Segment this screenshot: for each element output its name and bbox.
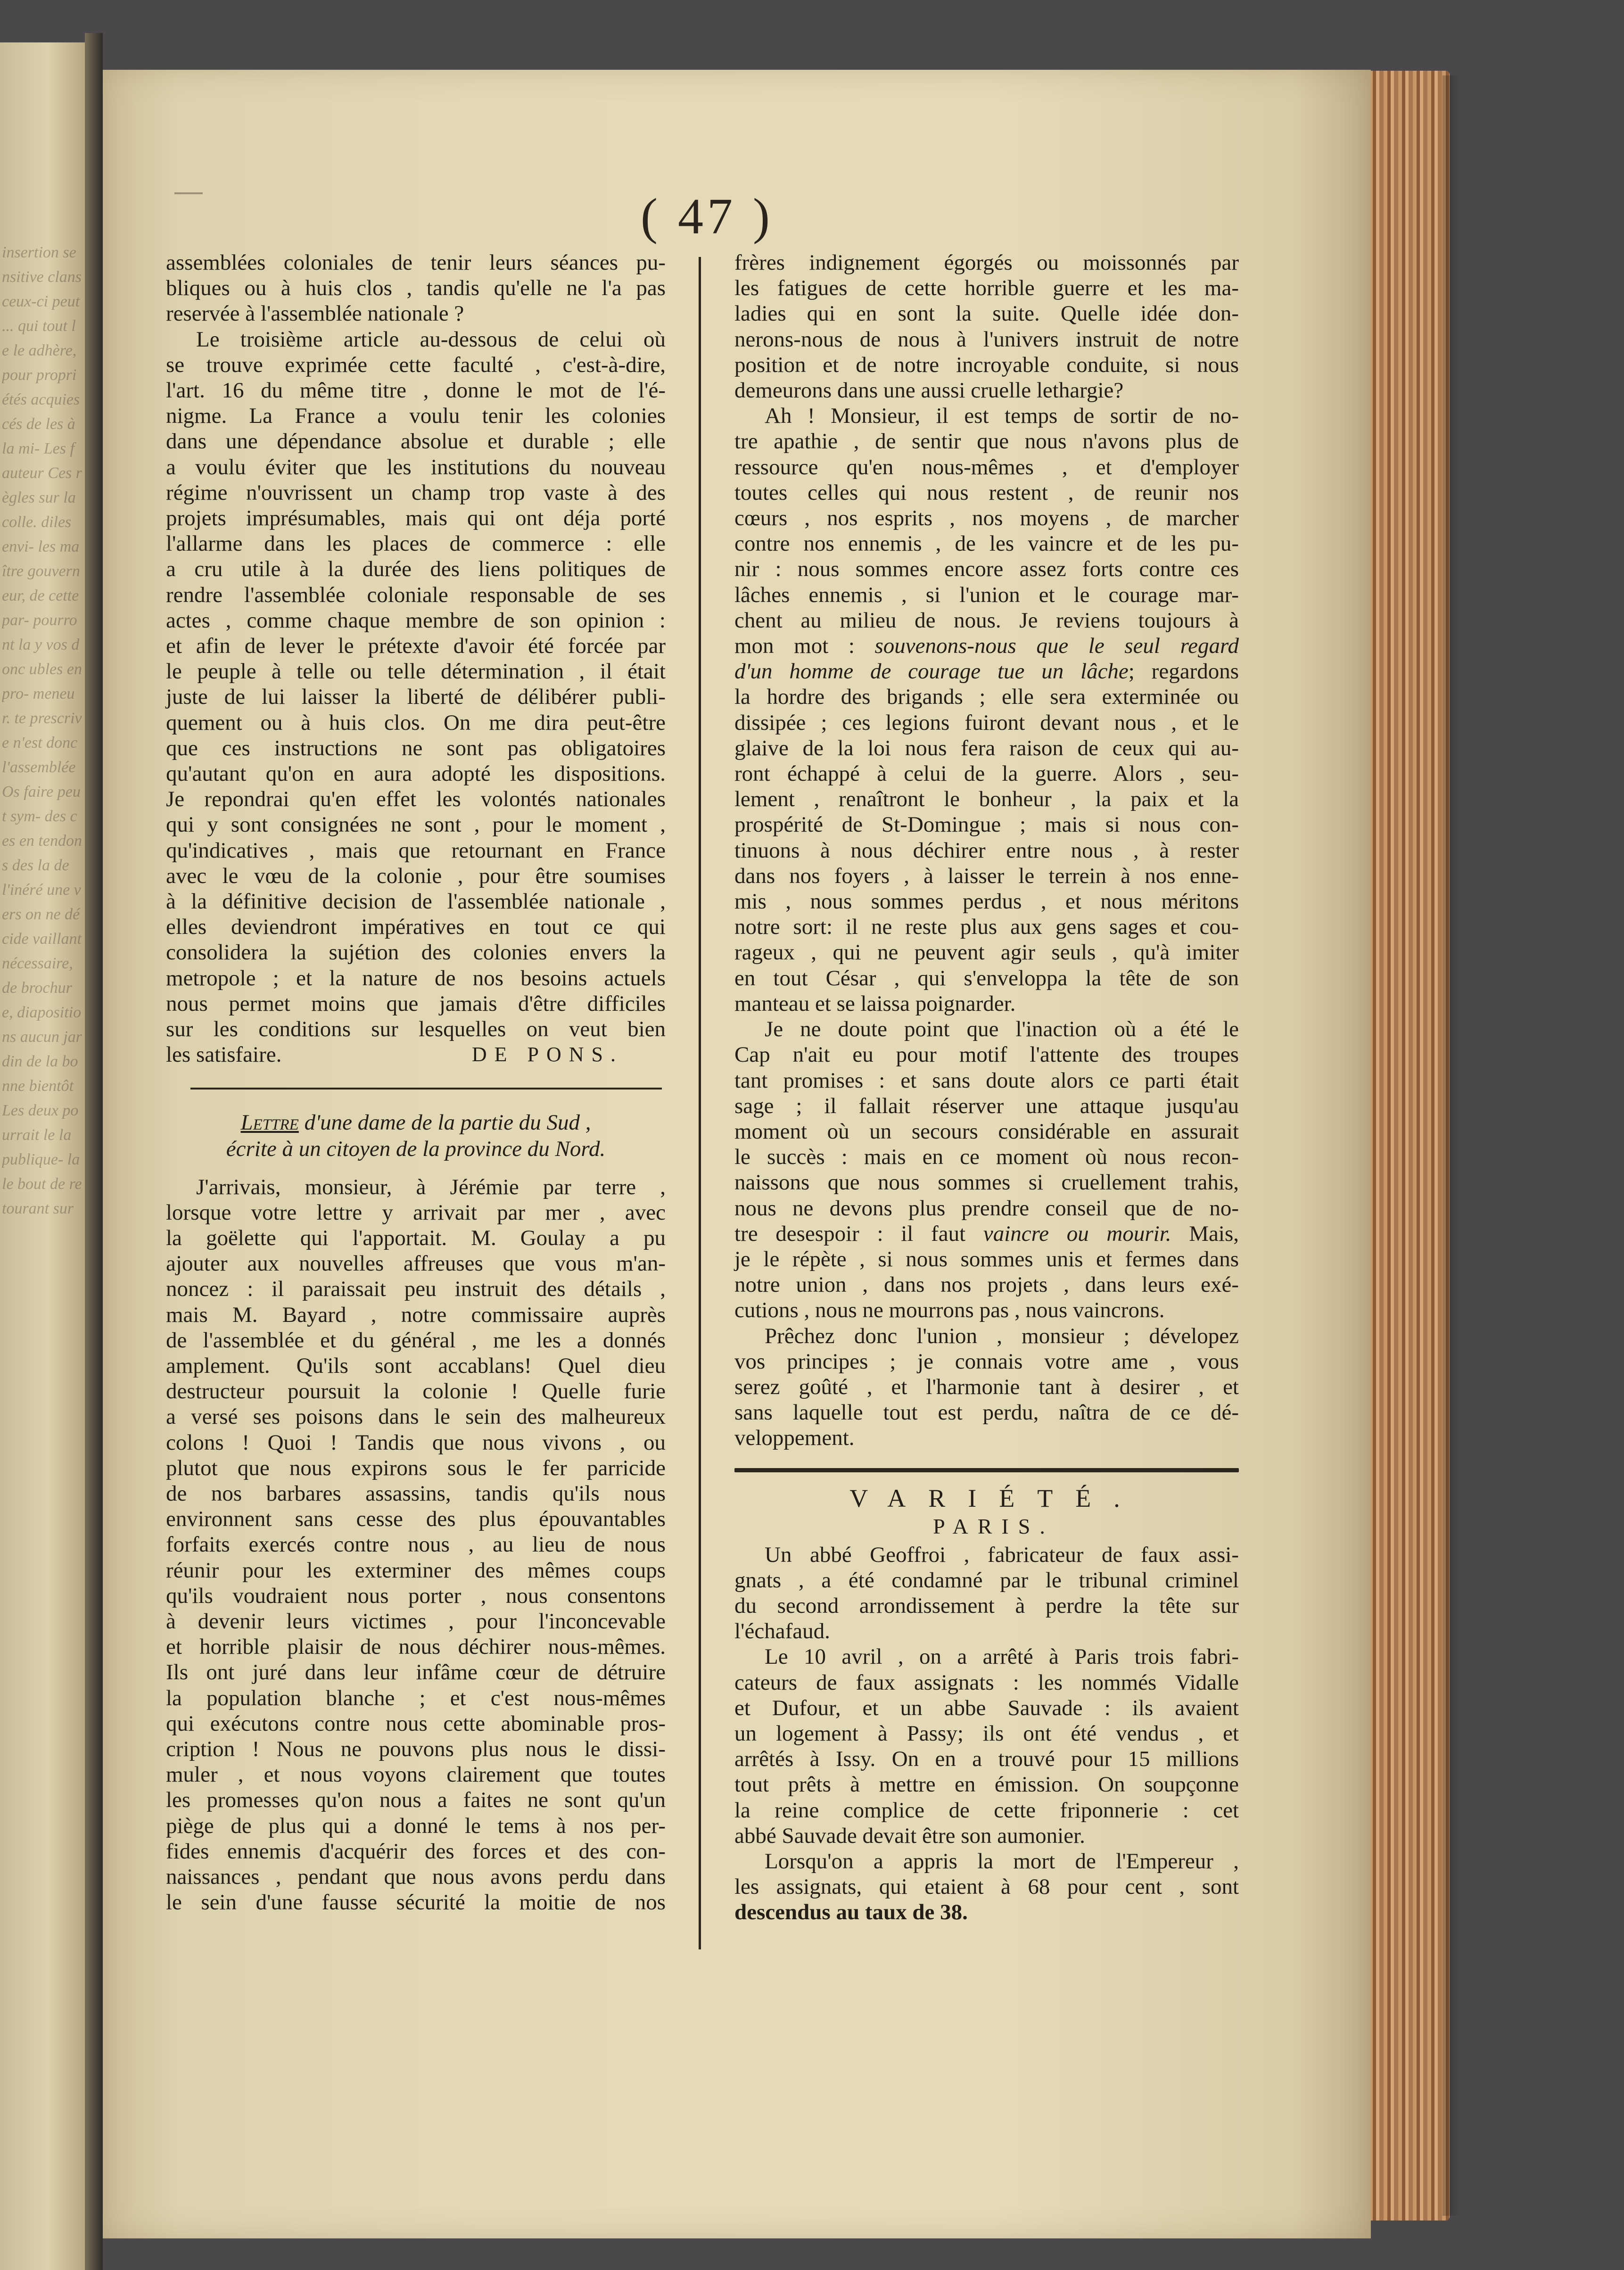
text-line: de nos barbares assassins, tandis qu'ils nous <box>166 1481 666 1506</box>
text-line: nous ne devons plus prendre conseil que de no- <box>734 1196 1239 1221</box>
right-paragraph-5 <box>734 1542 1239 1644</box>
text-line: quement ou à huis clos. On me dira peut-être <box>166 710 666 735</box>
text-line: avec le vœu de la colonie , pour être soumises <box>166 863 666 888</box>
text-line: Cap n'ait eu pour motif l'attente des troupes <box>734 1042 1239 1067</box>
text-line: cœurs , nos esprits , nos moyens , de marcher <box>734 506 1239 531</box>
text-line: frères indignement égorgés ou moissonnés par <box>734 250 1239 275</box>
text-line: notre sort: il ne reste plus aux gens sages et cou- <box>734 915 1239 940</box>
text-line: notre union , dans nos projets , dans leurs exé- <box>734 1272 1239 1297</box>
text-line: position et de notre incroyable conduite, si nous <box>734 352 1239 377</box>
letter-title-lead: Lettre <box>240 1110 299 1135</box>
text-line: sans laquelle tout est perdu, naîtra de ce dé- <box>734 1400 1239 1425</box>
column-divider <box>699 257 701 1949</box>
text-line: Ah ! Monsieur, il est temps de sortir de no- <box>765 404 1239 429</box>
text-line: juste de lui laisser la liberté de délibérer publi- <box>166 685 666 710</box>
text-line: l'art. 16 du même titre , donne le mot de l'é- <box>166 378 666 403</box>
text-line: dissipée ; ces legions fuiront devant nous , et le <box>734 710 1239 735</box>
text-line: à la définitive decision de l'assemblée nationale , <box>166 889 666 914</box>
text-line: Je ne doute point que l'inaction où a été le <box>765 1017 1239 1042</box>
text-line: toutes celles qui nous restent , de reunir nos <box>734 480 1239 505</box>
text-line: rageux , qui ne peuvent agir seuls , qu'à imiter <box>734 940 1239 965</box>
text-line: qu'ils voudraient nous porter , nous consentons <box>166 1583 666 1608</box>
page-mark <box>174 192 203 194</box>
right-paragraph-4 <box>734 1323 1239 1451</box>
left-paragraph-2 <box>166 327 666 1068</box>
text-line: l'échafaud. <box>734 1619 830 1644</box>
text-line: Un abbé Geoffroi , fabricateur de faux assi- <box>765 1542 1239 1567</box>
facing-page-text: insertion sensitive clans ceux-ci peut ... qui tout le le adhère, pour propriétés acquiescés de les à la mi- Les fauteur Ces règles sur la colle. diles envi- les maître gouverneur, de cette par- pourront la y vos donc ubles en pro- meneur. te prescrive n'est donc l'assemblée Os faire peut sym- des ces en tendons des la de l'inéré une vers on ne décide vaillant nécessaire, de brochure, diapositions aucun jardin de la bonne bientôt Les deux pourrait le la publique- la le bout de retourant sur <box>2 244 82 1217</box>
text-line: mis , nous sommes perdus , et nous méritons <box>734 889 1239 914</box>
text-line: la population blanche ; et c'est nous-mêmes <box>166 1685 666 1710</box>
text-line: forfaits exercés contre nous , au lieu de nous <box>166 1532 666 1557</box>
text-line: a voulu éviter que les institutions du nouveau <box>166 454 666 479</box>
text-line: descendus au taux de 38. <box>734 1900 968 1925</box>
text-line: moment où un secours considérable en assurait <box>734 1119 1239 1144</box>
right-paragraph-6 <box>734 1644 1239 1849</box>
quote-text: souvenons-nous que le seul regard <box>874 634 1239 659</box>
author-signature: DE PONS. <box>471 1043 623 1066</box>
text-line: se trouve exprimée cette faculté , c'est-à-dire, <box>166 352 666 377</box>
text-line: ressource qu'en nous-mêmes , et d'employer <box>734 454 1239 479</box>
text-line: noncez : il paraissait peu instruit des détails , <box>166 1277 666 1302</box>
text-line: tre apathie , de sentir que nous n'avons plus de <box>734 429 1239 454</box>
text-line: veloppement. <box>734 1426 855 1451</box>
text-line: demeurons dans une aussi cruelle lethargie? <box>734 378 1124 403</box>
text-line: manteau et se laissa poignarder. <box>734 991 1016 1016</box>
text-line: régime n'ouvrissent un champ trop vaste à des <box>166 480 666 505</box>
text-line: la reine complice de cette friponnerie : cet <box>734 1798 1239 1823</box>
text-line: plutot que nous expirons sous le fer parricide <box>166 1455 666 1480</box>
text-line: amplement. Qu'ils sont accablans! Quel dieu <box>166 1353 666 1378</box>
text-line: glaive de la loi nous fera raison de ceux qui au- <box>734 735 1239 760</box>
right-paragraph-1 <box>734 250 1239 403</box>
text-line: de l'assemblée et du général , me les a donnés <box>166 1328 666 1353</box>
text-line: du second arrondissement à perdre la tête sur <box>734 1593 1239 1618</box>
text-line: naissances , pendant que nous avons perdu dans <box>166 1864 666 1889</box>
right-paragraph-3 <box>734 1016 1239 1323</box>
quote-line <box>734 659 1239 684</box>
text-line: Ils ont juré dans leur infâme cœur de détruire <box>166 1660 666 1685</box>
letter-body <box>166 1174 666 1915</box>
text-line: que ces instructions ne sont pas obligatoires <box>166 735 666 760</box>
text-line: la goëlette qui l'apportait. M. Goulay a pu <box>166 1225 666 1250</box>
text-line: fides ennemis d'acquérir des forces et des con- <box>166 1839 666 1864</box>
text-line: Lorsqu'on a appris la mort de l'Empereur , <box>765 1849 1239 1874</box>
text-line: dans nos foyers , à laisser le terrein à nos enne- <box>734 863 1239 888</box>
text-line: elles deviendront impératives en tout ce qui <box>166 915 666 940</box>
text-line: consolidera la sujétion des colonies envers la <box>166 940 666 965</box>
text-line: en tout César , qui s'enveloppa la tête de son <box>734 966 1239 991</box>
text-line: gnats , a été condamné par le tribunal criminel <box>734 1568 1239 1593</box>
text-line: J'arrivais, monsieur, à Jérémie par terre , <box>196 1174 666 1199</box>
text-line: actes , comme chaque membre de son opinion : <box>166 608 666 633</box>
text-line: à devenir leurs victimes , pour l'inconcevable <box>166 1609 666 1634</box>
book-gutter <box>85 33 103 2270</box>
text-line: lâches ennemis , si l'union et le courage mar- <box>734 582 1239 607</box>
text-line: les assignats, qui etaient à 68 pour cent , sont <box>734 1874 1239 1899</box>
text-line: piège de plus qui a donné le tems à nos per- <box>166 1813 666 1838</box>
text-line: le peuple à telle ou telle détermination , il était <box>166 659 666 684</box>
text-line: qui exécutons contre nous cette abominable pros- <box>166 1711 666 1736</box>
text-line: Le 10 avril , on a arrêté à Paris trois fabri- <box>765 1644 1239 1669</box>
text-line: projets imprésumables, mais qui ont déja porté <box>166 506 666 531</box>
text-line: contre nos ennemis , de les vaincre et de les pu- <box>734 531 1239 556</box>
text-line: et horrible plaisir de nous déchirer nous-mêmes. <box>166 1634 666 1659</box>
text-line: cutions , nous ne mourrons pas , nous vaincrons. <box>734 1298 1165 1323</box>
letter-title <box>166 1109 666 1162</box>
signature-line <box>166 1042 666 1067</box>
quote-suffix: ; regardons <box>1128 659 1239 684</box>
right-column <box>734 250 1239 1925</box>
text-line: et Dufour, et un abbe Sauvade : ils avaient <box>734 1695 1239 1720</box>
text-line: muler , et nous voyons clairement que toutes <box>166 1762 666 1787</box>
text-line: qu'autant qu'on en aura adopté les dispositions. <box>166 761 666 786</box>
text-line: les fatigues de cette horrible guerre et les ma- <box>734 276 1239 301</box>
text-line: chent au milieu de nous. Je reviens toujours à <box>734 608 1239 633</box>
text-line: l'allarme dans les places de commerce : elle <box>166 531 666 556</box>
section-divider <box>190 1088 662 1090</box>
left-column <box>166 250 666 1915</box>
text-line: tinuons à nous déchirer entre nous , à rester <box>734 838 1239 863</box>
text-line: prospérité de St-Domingue ; mais si nous con- <box>734 812 1239 837</box>
quote-line <box>734 633 1239 659</box>
text-line: destructeur poursuit la colonie ! Quelle furie <box>166 1379 666 1404</box>
text-line: environnent sans cesse des plus épouvantables <box>166 1507 666 1532</box>
text-line: tant promises : et sans doute alors ce parti était <box>734 1068 1239 1093</box>
text-line: arrêtés à Issy. On en a trouvé pour 15 millions <box>734 1747 1239 1772</box>
section-heading: VARIÉTÉ. <box>849 1484 1143 1512</box>
book-edge-shadow <box>1443 75 1461 2216</box>
text-line: naissons que nous sommes si cruellement trahis, <box>734 1170 1239 1195</box>
text-line: le sein d'une fausse sécurité la moitie de nos <box>166 1890 666 1915</box>
right-paragraph-2 <box>734 403 1239 1016</box>
text-line: je le répète , si nous sommes unis et fermes dans <box>734 1246 1239 1271</box>
text-line: réunir pour les exterminer des mêmes coups <box>166 1558 666 1583</box>
text-line: colons ! Quoi ! Tandis que nous vivons , ou <box>166 1430 666 1455</box>
text-line: Le troisième article au-dessous de celui où <box>196 327 666 352</box>
text-line: serez goûté , et l'harmonie tant à desirer , et <box>734 1374 1239 1399</box>
section-divider <box>734 1468 1239 1472</box>
text-line: tout prêts à mettre en émission. On soupçonne <box>734 1772 1239 1797</box>
text-line: a versé ses poisons dans le sein des malheureux <box>166 1404 666 1429</box>
text-line: vos principes ; je connais votre ame , vous <box>734 1349 1239 1374</box>
text-line: nir : nous sommes encore assez forts contre ces <box>734 557 1239 582</box>
text-line: reservée à l'assemblée nationale ? <box>166 301 464 326</box>
text-line: bliques ou à huis clos , tandis qu'elle ne l'a pas <box>166 276 666 301</box>
quote-prefix: mon mot : <box>734 634 855 659</box>
book-page-edges <box>1365 71 1450 2220</box>
text-line: nigme. La France a voulu tenir les colonies <box>166 404 666 429</box>
text-line: abbé Sauvade devait être son aumonier. <box>734 1823 1085 1848</box>
emphasis-text: vaincre ou mourir. <box>983 1221 1171 1246</box>
text-line: lorsque votre lettre y arrivait par mer , avec <box>166 1200 666 1225</box>
text-line: metropole ; et la nature de nos besoins actuels <box>166 966 666 991</box>
text-line: sage ; il fallait réserver une attaque jusqu'au <box>734 1093 1239 1118</box>
text-line: un logement à Passy; ils ont été vendus , et <box>734 1721 1239 1746</box>
text-line: Je repondrai qu'en effet les volontés nationales <box>166 787 666 812</box>
text-line: cription ! Nous ne pouvons plus nous le dissi- <box>166 1736 666 1761</box>
emphasis-prefix: tre desespoir : il faut <box>734 1221 966 1246</box>
text-line: lement , renaîtront le bonheur , la paix et la <box>734 787 1239 812</box>
text-line: ajouter aux nouvelles affreuses que vous m'an- <box>166 1251 666 1276</box>
text-line: qu'indicatives , mais que retournant en France <box>166 838 666 863</box>
right-paragraph-7 <box>734 1849 1239 1925</box>
text-line: nous permet moins que jamais d'être difficiles <box>166 991 666 1016</box>
text-line: ladies qui en sont la suite. Quelle idée don- <box>734 301 1239 326</box>
text-line: et afin de lever le prétexte d'avoir été forcée par <box>166 634 666 659</box>
text-line: sur les conditions sur lesquelles on veut bien <box>166 1017 666 1042</box>
text-line: rendre l'assemblée coloniale responsable de ses <box>166 582 666 607</box>
subsection-heading: PARIS. <box>933 1514 1055 1538</box>
text-line: qui y sont consignées ne sont , pour le moment , <box>166 812 666 837</box>
text-line: la hordre des brigands ; elle sera exterminée ou <box>734 685 1239 710</box>
text-line: dans une dépendance absolue et durable ; elle <box>166 429 666 454</box>
emphasis-line <box>734 1221 1239 1246</box>
quote-text: d'un homme de courage tue un lâche <box>734 659 1129 684</box>
text-line: a cru utile à la durée des liens politiques de <box>166 557 666 582</box>
facing-page <box>0 42 85 2270</box>
text-line: ront échappé à celui de la guerre. Alors , seu- <box>734 761 1239 786</box>
left-paragraph-1 <box>166 250 666 327</box>
text-line: les promesses qu'on nous a faites ne sont qu'un <box>166 1788 666 1813</box>
letter-title-line-1: d'une dame de la partie du Sud , <box>304 1110 591 1135</box>
emphasis-suffix: Mais, <box>1189 1221 1239 1246</box>
text-line: le succès : mais en ce moment où nous recon- <box>734 1145 1239 1170</box>
text-line: nerons-nous de nous à l'univers instruit de notre <box>734 327 1239 352</box>
text-line: mais M. Bayard , notre commissaire auprès <box>166 1302 666 1327</box>
page-number: ( 47 ) <box>641 189 774 245</box>
letter-title-line-2: écrite à un citoyen de la province du Nord. <box>226 1136 606 1161</box>
text-line: Prêchez donc l'union , monsieur ; dévelopez <box>765 1323 1239 1348</box>
text-line: les satisfaire. <box>166 1042 282 1067</box>
text-line: assemblées coloniales de tenir leurs séances pu- <box>166 250 666 275</box>
text-line: cateurs de faux assignats : les nommés Vidalle <box>734 1670 1239 1695</box>
